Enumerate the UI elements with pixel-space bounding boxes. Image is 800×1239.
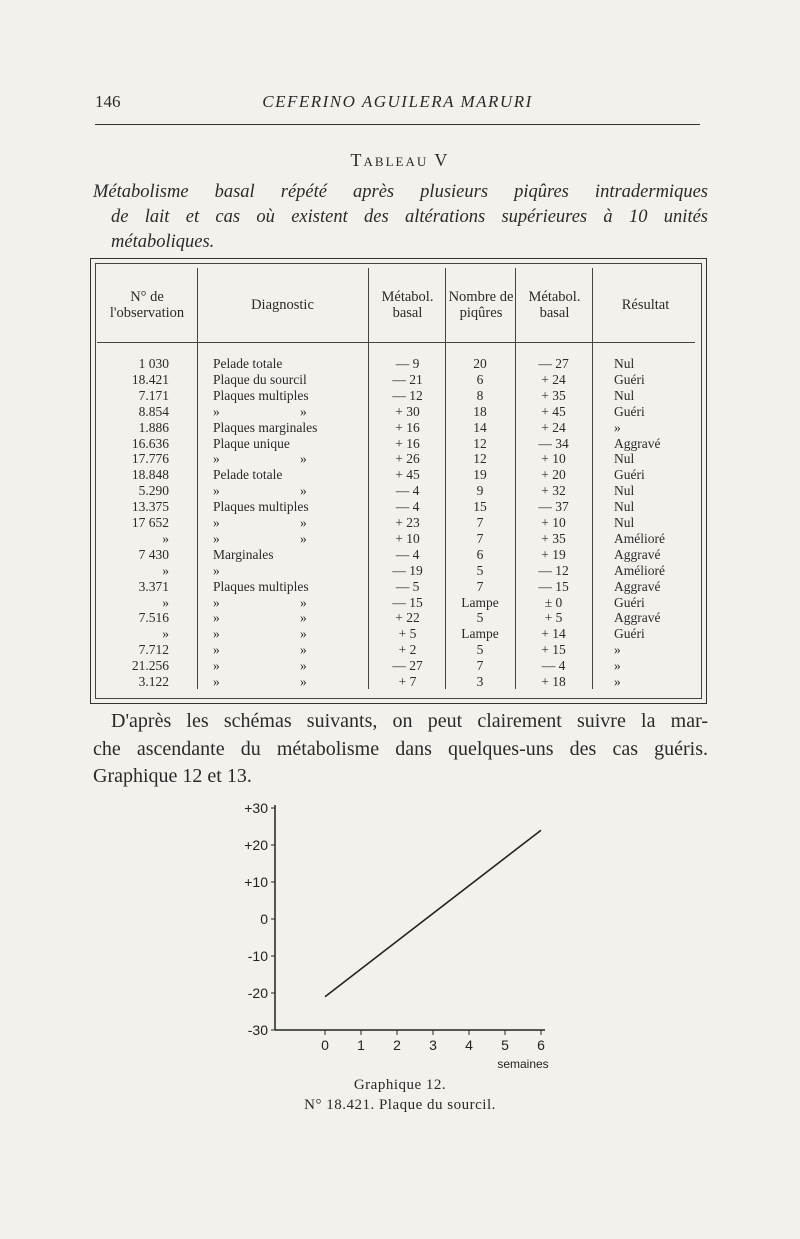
cell-diagnostic: Plaques marginales	[213, 419, 318, 435]
cell-observation: 7.171	[138, 387, 169, 403]
body-line: D'après les schémas suivants, on peut clairement suivre la mar-	[111, 710, 708, 732]
header-diagnostic: Diagnostic	[251, 297, 314, 313]
y-tick-label: 0	[260, 911, 268, 927]
cell-observation: 3.122	[138, 674, 169, 689]
cell-resultat: Aggravé	[614, 610, 661, 626]
cell-resultat: Nul	[614, 515, 635, 530]
cell-piqures: 12	[473, 435, 487, 451]
cell-metabol-before: — 12	[392, 387, 423, 403]
cell-piqures: 7	[476, 530, 484, 546]
cell-metabol-before: + 26	[395, 451, 420, 467]
cell-metabol-before: + 23	[395, 515, 420, 530]
cell-piqures: 20	[473, 356, 487, 371]
y-tick-label: -10	[247, 948, 268, 964]
cell-observation: 13.375	[131, 499, 169, 515]
x-tick-label: 0	[321, 1037, 329, 1053]
figure-caption-subtitle: N° 18.421. Plaque du sourcil.	[304, 1097, 496, 1113]
cell-diagnostic-ditto: »	[300, 483, 307, 499]
cell-piqures: 9	[476, 483, 484, 499]
column-divider	[592, 268, 593, 689]
cell-resultat: Aggravé	[614, 578, 661, 594]
table-caption	[93, 180, 708, 255]
cell-diagnostic: Plaques multiples	[213, 578, 309, 594]
x-tick-label: 2	[393, 1037, 401, 1053]
cell-metabol-after: + 15	[541, 642, 566, 658]
cell-piqures: 5	[476, 642, 484, 658]
page-number: 146	[95, 92, 121, 111]
cell-diagnostic: »	[213, 403, 220, 419]
cell-metabol-after: — 34	[538, 435, 569, 451]
cell-piqures: 7	[476, 658, 484, 674]
cell-observation: 3.371	[138, 578, 169, 594]
cell-resultat: Aggravé	[614, 435, 661, 451]
cell-diagnostic: »	[213, 674, 220, 689]
cell-metabol-after: — 12	[538, 562, 569, 578]
cell-diagnostic-ditto: »	[300, 515, 307, 530]
cell-metabol-after: + 18	[541, 674, 566, 689]
header-metabol-after: Métabol. basal	[528, 289, 581, 321]
x-tick-label: 6	[537, 1037, 545, 1053]
column-divider	[368, 268, 369, 689]
cell-metabol-after: + 19	[541, 546, 566, 562]
cell-resultat: »	[614, 674, 621, 689]
cell-metabol-before: + 7	[398, 674, 417, 689]
cell-resultat: Guéri	[614, 467, 645, 483]
cell-diagnostic-ditto: »	[300, 530, 307, 546]
header-piqures: Nombre de piqûres	[448, 289, 514, 321]
cell-metabol-before: + 16	[395, 435, 420, 451]
cell-metabol-after: — 15	[538, 578, 569, 594]
y-tick-label: -20	[247, 985, 268, 1001]
cell-resultat: Guéri	[614, 403, 645, 419]
cell-metabol-before: + 22	[395, 610, 420, 626]
cell-metabol-after: + 10	[541, 451, 566, 467]
cell-diagnostic-ditto: »	[300, 594, 307, 610]
cell-metabol-after: + 32	[541, 483, 566, 499]
x-tick-label: 4	[465, 1037, 473, 1053]
cell-resultat: Guéri	[614, 626, 645, 642]
cell-resultat: Guéri	[614, 371, 645, 387]
header-metabol-before: Métabol. basal	[381, 289, 434, 321]
y-tick-label: +20	[244, 837, 268, 853]
cell-diagnostic: »	[213, 451, 220, 467]
caption-line: de lait et cas où existent des altérations supérieures à 10 unités	[111, 207, 708, 227]
column-divider	[445, 268, 446, 689]
cell-resultat: Amélioré	[614, 562, 665, 578]
y-tick-label: -30	[247, 1022, 268, 1038]
cell-metabol-before: — 15	[392, 594, 423, 610]
cell-diagnostic: »	[213, 515, 220, 530]
cell-observation: 7 430	[138, 546, 169, 562]
cell-diagnostic: Marginales	[213, 546, 274, 562]
cell-observation: 8.854	[138, 403, 169, 419]
cell-resultat: Guéri	[614, 594, 645, 610]
cell-resultat: Nul	[614, 451, 635, 467]
cell-metabol-before: — 4	[395, 483, 420, 499]
cell-observation: 18.421	[131, 371, 169, 387]
cell-diagnostic: Plaque du sourcil	[213, 371, 307, 387]
x-tick-label: 5	[501, 1037, 509, 1053]
header-rule	[95, 124, 700, 125]
caption-line: métaboliques.	[111, 232, 215, 252]
body-line: che ascendante du métabolisme dans quelques-uns des cas guéris.	[93, 737, 708, 760]
cell-piqures: Lampe	[461, 594, 499, 610]
cell-observation: 16.636	[131, 435, 169, 451]
metabolism-line-chart	[225, 795, 565, 1080]
column-divider	[515, 268, 516, 689]
cell-metabol-after: + 20	[541, 467, 566, 483]
header-resultat: Résultat	[621, 297, 670, 313]
cell-metabol-before: + 30	[395, 403, 420, 419]
cell-observation: 18.848	[131, 467, 169, 483]
running-head	[95, 92, 700, 114]
body-line: Graphique 12 et 13.	[93, 765, 252, 787]
x-tick-label: 1	[357, 1037, 365, 1053]
cell-observation: 7.516	[138, 610, 169, 626]
cell-metabol-before: + 10	[395, 530, 420, 546]
cell-piqures: 18	[473, 403, 487, 419]
body-paragraph	[93, 708, 708, 791]
cell-diagnostic: »	[213, 483, 220, 499]
cell-metabol-before: + 45	[395, 467, 420, 483]
x-axis-label: semaines	[497, 1057, 549, 1071]
cell-diagnostic: »	[213, 626, 220, 642]
cell-diagnostic: »	[213, 530, 220, 546]
cell-metabol-after: + 14	[541, 626, 566, 642]
cell-diagnostic-ditto: »	[300, 626, 307, 642]
cell-metabol-after: — 37	[538, 499, 569, 515]
cell-observation: 17.776	[131, 451, 169, 467]
cell-metabol-before: — 27	[392, 658, 423, 674]
cell-diagnostic: »	[213, 658, 220, 674]
cell-piqures: 7	[476, 578, 484, 594]
cell-diagnostic-ditto: »	[300, 403, 307, 419]
x-tick-label: 3	[429, 1037, 437, 1053]
cell-diagnostic: Plaque unique	[213, 435, 290, 451]
cell-piqures: 19	[473, 467, 487, 483]
table-title: Tableau V	[350, 150, 450, 170]
cell-diagnostic-ditto: »	[300, 658, 307, 674]
cell-metabol-before: — 9	[395, 356, 420, 371]
cell-metabol-before: — 4	[395, 499, 420, 515]
cell-metabol-before: — 21	[392, 371, 423, 387]
cell-observation: 1 030	[138, 356, 169, 371]
cell-metabol-before: + 5	[398, 626, 417, 642]
cell-diagnostic: »	[213, 642, 220, 658]
cell-observation: 7.712	[138, 642, 169, 658]
cell-diagnostic: »	[213, 594, 220, 610]
cell-diagnostic-ditto: »	[300, 451, 307, 467]
cell-metabol-after: + 35	[541, 387, 566, 403]
cell-piqures: 5	[476, 562, 484, 578]
cell-metabol-after: + 24	[541, 371, 566, 387]
cell-observation: »	[162, 594, 169, 610]
cell-metabol-before: — 19	[392, 562, 423, 578]
cell-resultat: Nul	[614, 387, 635, 403]
cell-observation: 5.290	[138, 483, 169, 499]
cell-diagnostic: »	[213, 562, 220, 578]
caption-line: Métabolisme basal répété après plusieurs piqûres intradermiques	[93, 182, 708, 202]
cell-metabol-before: + 16	[395, 419, 420, 435]
y-tick-label: +10	[244, 874, 268, 890]
cell-metabol-after: + 35	[541, 530, 566, 546]
cell-metabol-after: + 10	[541, 515, 566, 530]
cell-piqures: 6	[476, 546, 484, 562]
header-observation: N° de l'observation	[109, 289, 185, 321]
cell-resultat: Nul	[614, 356, 635, 371]
cell-piqures: 7	[476, 515, 484, 530]
cell-observation: 21.256	[131, 658, 169, 674]
header-divider	[97, 342, 695, 343]
cell-observation: »	[162, 626, 169, 642]
cell-piqures: 15	[473, 499, 487, 515]
cell-piqures: Lampe	[461, 626, 499, 642]
cell-diagnostic-ditto: »	[300, 642, 307, 658]
cell-diagnostic-ditto: »	[300, 674, 307, 689]
y-tick-label: +30	[244, 800, 268, 816]
cell-resultat: Nul	[614, 499, 635, 515]
cell-resultat: Amélioré	[614, 530, 665, 546]
cell-diagnostic: Pelade totale	[213, 467, 283, 483]
figure-caption-title: Graphique 12.	[353, 1077, 447, 1093]
cell-resultat: »	[614, 419, 621, 435]
cell-metabol-after: + 5	[544, 610, 563, 626]
cell-resultat: »	[614, 658, 621, 674]
cell-observation: 17 652	[131, 515, 169, 530]
cell-diagnostic: Plaques multiples	[213, 499, 309, 515]
cell-metabol-after: ± 0	[544, 594, 563, 610]
cell-metabol-before: + 2	[398, 642, 417, 658]
cell-resultat: Nul	[614, 483, 635, 499]
cell-diagnostic: Pelade totale	[213, 356, 283, 371]
cell-resultat: Aggravé	[614, 546, 661, 562]
cell-piqures: 6	[476, 371, 484, 387]
cell-resultat: »	[614, 642, 621, 658]
cell-metabol-before: — 4	[395, 546, 420, 562]
cell-piqures: 14	[473, 419, 487, 435]
cell-diagnostic-ditto: »	[300, 610, 307, 626]
cell-metabol-after: — 4	[541, 658, 566, 674]
cell-piqures: 12	[473, 451, 487, 467]
cell-piqures: 5	[476, 610, 484, 626]
series-line	[325, 830, 541, 997]
cell-metabol-before: — 5	[395, 578, 420, 594]
running-title: CEFERINO AGUILERA MARURI	[262, 92, 533, 111]
cell-observation: »	[162, 530, 169, 546]
cell-diagnostic: »	[213, 610, 220, 626]
cell-diagnostic: Plaques multiples	[213, 387, 309, 403]
cell-observation: »	[162, 562, 169, 578]
cell-observation: 1.886	[138, 419, 169, 435]
cell-metabol-after: + 45	[541, 403, 566, 419]
cell-metabol-after: — 27	[538, 356, 569, 371]
cell-piqures: 8	[476, 387, 484, 403]
cell-piqures: 3	[476, 674, 484, 689]
cell-metabol-after: + 24	[541, 419, 566, 435]
